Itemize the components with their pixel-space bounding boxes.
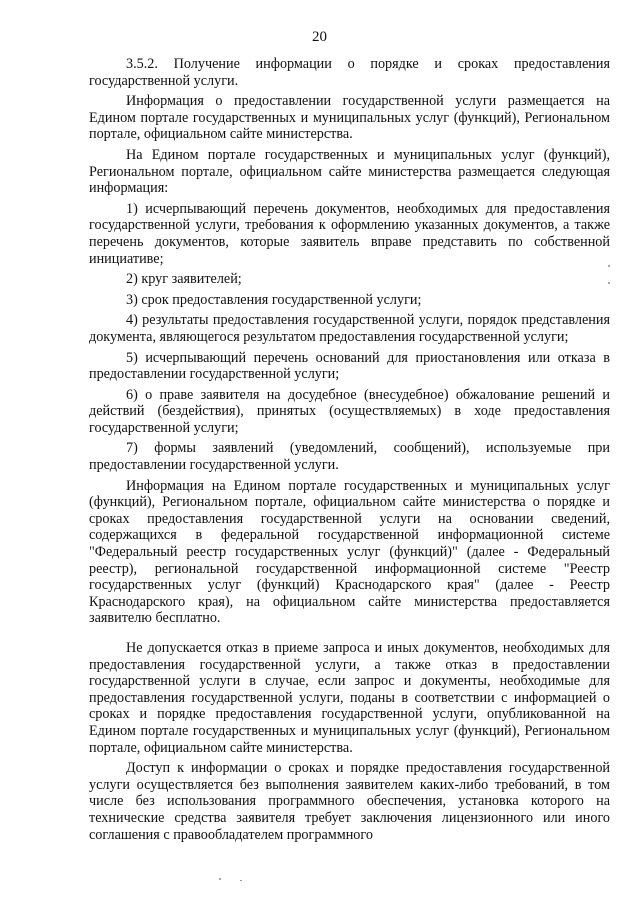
paragraph-access-info: Доступ к информации о сроках и порядке предоставления государственной услуги осуществляется без выполнения заявителем каких-либо требований, в том числе без использования программного обеспечения, установка которого на технические средства заявителя требует заключения лицензионного или иного соглашения с правообладателем программного xyxy=(89,760,610,843)
list-item-6: 6) о праве заявителя на досудебное (внесудебное) обжалование решений и действий (бездействия), принятых (осуществляемых) в ходе предоставления государственной услуги; xyxy=(89,386,610,436)
list-item-4: 4) результаты предоставления государственной услуги, порядок представления документа, являющегося результатом предоставления государственной услуги; xyxy=(89,312,610,345)
list-item-1: 1) исчерпывающий перечень документов, необходимых для предоставления государственной услуги, требования к оформлению указанных документов, а также перечень документов, которые заявитель вправе представить по собственной инициативе; xyxy=(89,200,610,267)
scan-speck xyxy=(219,878,221,880)
page-number: 20 xyxy=(312,29,327,45)
paragraph-published-info-intro: На Едином портале государственных и муниципальных услуг (функций), Региональном портале, официальном сайте министерства размещается следующая информация: xyxy=(89,146,610,197)
list-item-7: 7) формы заявлений (уведомлений, сообщений), используемые при предоставлении государственной услуги. xyxy=(89,440,610,474)
document-body xyxy=(89,56,610,843)
scan-speck xyxy=(608,265,610,267)
list-item-3: 3) срок предоставления государственной услуги; xyxy=(126,291,422,308)
paragraph-info-placement: Информация о предоставлении государственной услуги размещается на Едином портале государственных и муниципальных услуг (функций), Региональном портале, официальном сайте министерства. xyxy=(89,93,610,143)
scan-speck xyxy=(240,880,242,881)
list-item-5: 5) исчерпывающий перечень оснований для приостановления или отказа в предоставлении государственной услуги; xyxy=(89,349,610,383)
list-item-2: 2) круг заявителей; xyxy=(126,271,242,288)
scan-speck xyxy=(608,282,610,284)
paragraph-free-info: Информация на Едином портале государственных и муниципальных услуг (функций), Региональном портале, официальном сайте министерства о порядке и сроках предоставления государственной услуги на основании сведений, содержащихся в федеральной государственной информационной системе "Федеральный реестр государственных услуг (функций)" (далее - Федеральный реестр), региональной государственной информационной системе "Реестр государственных услуг (функций) Краснодарского края" (далее - Реестр Краснодарского края), на официальном сайте министерства предоставляется заявителю бесплатно. xyxy=(89,477,610,627)
paragraph-3-5-2-heading: 3.5.2. Получение информации о порядке и сроках предоставления государственной услуги. xyxy=(89,56,610,89)
paragraph-refusal-not-allowed: Не допускается отказ в приеме запроса и иных документов, необходимых для предоставления государственной услуги, а также отказ в предоставлении государственной услуги в случае, если запрос и документы, необходимые для предоставления государственной услуги, поданы в соответствии с информацией о сроках и порядке предоставления государственной услуги, опубликованной на Едином портале государственных и муниципальных услуг (функций), Региональном портале, официальном сайте министерства. xyxy=(89,640,610,756)
